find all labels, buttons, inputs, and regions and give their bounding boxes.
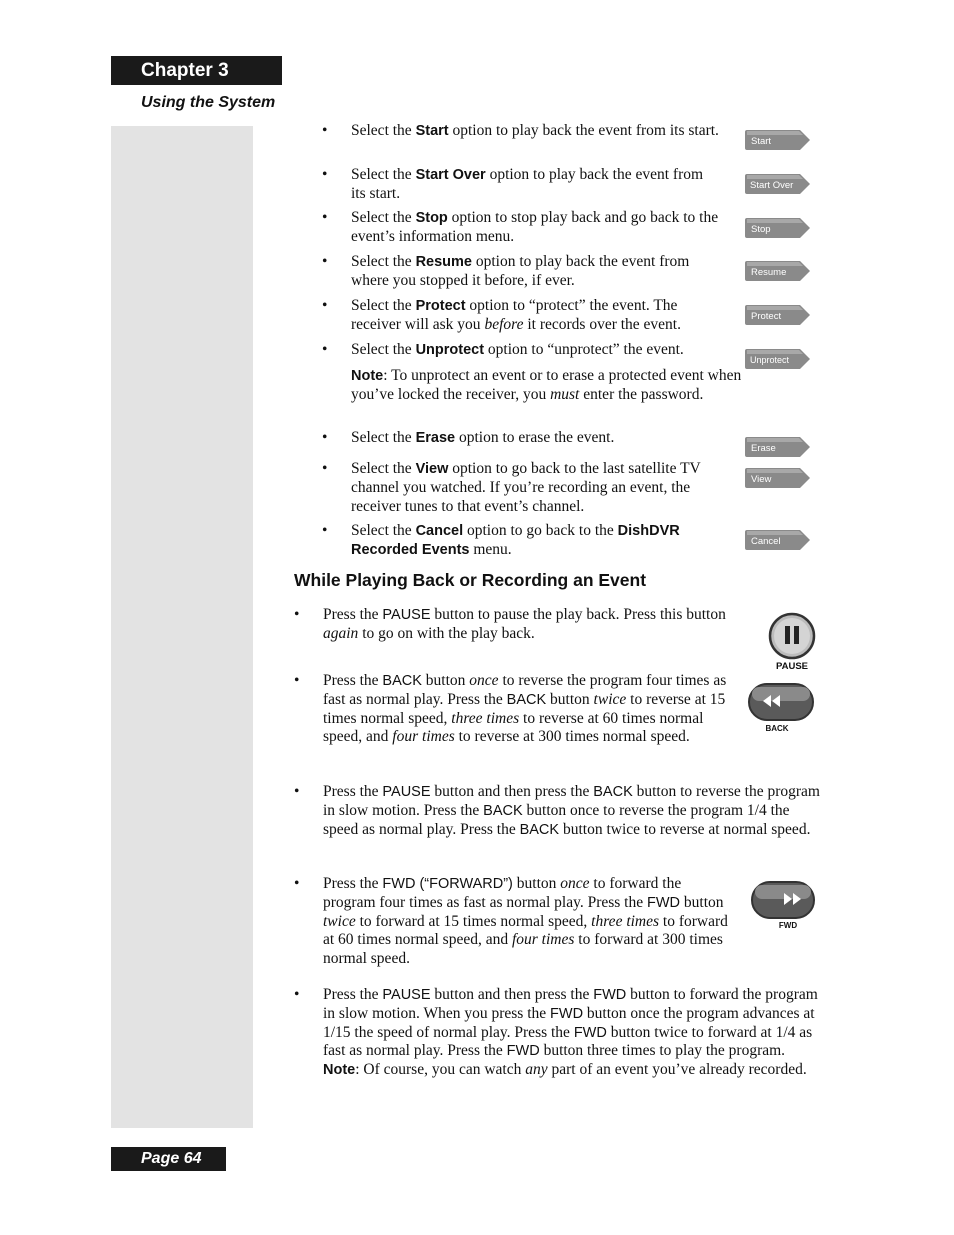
chapter-label: Chapter 3 <box>111 56 282 85</box>
bullet: • <box>294 672 300 689</box>
bullet: • <box>322 253 328 270</box>
svg-text:Start Over: Start Over <box>750 180 794 191</box>
bullet: • <box>322 460 328 477</box>
svg-text:Start: Start <box>751 136 772 147</box>
start-over-button-image <box>744 173 811 195</box>
bullet: • <box>294 875 300 892</box>
svg-text:BACK: BACK <box>765 724 789 733</box>
sidebar-panel <box>111 126 253 1128</box>
erase-button-image <box>744 436 811 458</box>
svg-text:Cancel: Cancel <box>751 536 781 547</box>
bullet: • <box>294 606 300 623</box>
svg-text:Erase: Erase <box>751 443 776 454</box>
bullet: • <box>322 166 328 183</box>
svg-text:Resume: Resume <box>751 267 787 278</box>
svg-text:Stop: Stop <box>751 224 771 235</box>
protect-button-image <box>744 304 811 326</box>
bullet: • <box>322 522 328 539</box>
svg-text:Unprotect: Unprotect <box>750 355 790 365</box>
playback-heading: While Playing Back or Recording an Event <box>294 570 647 590</box>
stop-button-image <box>744 217 811 239</box>
bullet: • <box>322 209 328 226</box>
bullet: • <box>294 986 300 1003</box>
bullet: • <box>294 783 300 800</box>
resume-button-image <box>744 260 811 282</box>
svg-text:View: View <box>751 474 772 485</box>
page-number: Page 64 <box>111 1147 226 1171</box>
view-button-image <box>744 467 811 489</box>
bullet: • <box>322 341 328 358</box>
fwd-remote-button <box>750 879 818 933</box>
bullet: • <box>322 429 328 446</box>
pause-remote-button <box>765 611 821 673</box>
unprotect-note: Note: To unprotect an event or to erase a protected event when you’ve locked the receiver, you must enter the password. <box>351 367 742 403</box>
svg-text:Protect: Protect <box>751 311 782 322</box>
svg-text:PAUSE: PAUSE <box>775 661 809 672</box>
start-button-image <box>744 129 811 151</box>
svg-text:FWD: FWD <box>778 921 798 930</box>
bullet: • <box>322 297 328 314</box>
cancel-button-image <box>744 529 811 551</box>
section-title: Using the System <box>141 94 276 111</box>
bullet: • <box>322 122 328 139</box>
back-remote-button <box>747 681 817 735</box>
